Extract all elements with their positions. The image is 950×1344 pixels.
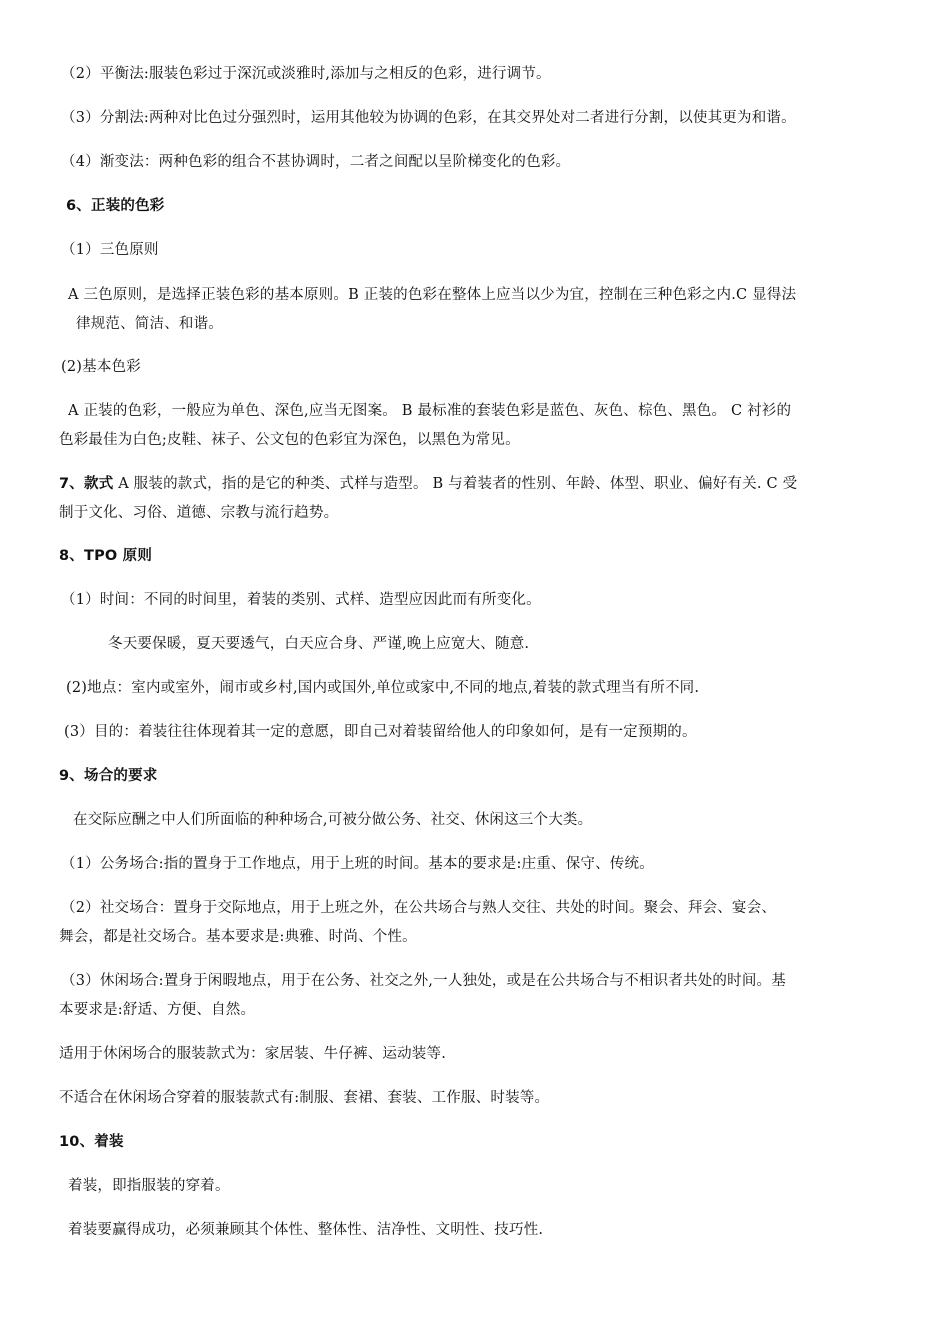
- para-leisure-suitable: 适用于休闲场合的服装款式为：家居装、牛仔裤、运动装等.: [59, 1046, 447, 1062]
- para-dressing-success: 着装要赢得成功，必须兼顾其个体性、整体性、洁净性、文明性、技巧性.: [68, 1222, 544, 1238]
- para-tpo-time-example: 冬天要保暖，夏天要透气，白天应合身、严谨,晚上应宽大、随意.: [108, 636, 530, 652]
- para-balance-method: （2）平衡法:服装色彩过于深沉或淡雅时,添加与之相反的色彩，进行调节。: [61, 66, 551, 82]
- heading-tpo-principle: 8、TPO 原则: [59, 548, 153, 564]
- para-leisure-occasion-line2: 本要求是:舒适、方便、自然。: [59, 1002, 256, 1018]
- para-business-occasion: （1）公务场合:指的置身于工作地点，用于上班的时间。基本的要求是:庄重、保守、传统。: [61, 856, 654, 872]
- heading-dressing: 10、着装: [59, 1134, 124, 1150]
- para-basic-colors-line1: A 正装的色彩，一般应为单色、深色,应当无图案。 B 最标准的套装色彩是蓝色、灰色、棕色、黑色。 C 衬衫的: [68, 403, 792, 419]
- para-three-color-rule-line1: A 三色原则，是选择正装色彩的基本原则。B 正装的色彩在整体上应当以少为宜，控制在三种色彩之内.C 显得法: [68, 287, 797, 303]
- para-split-method: （3）分割法:两种对比色过分强烈时，运用其他较为协调的色彩，在其交界处对二者进行分割，以使其更为和谐。: [61, 110, 796, 126]
- para-style-line1: [59, 474, 797, 494]
- para-dressing-definition: 着装，即指服装的穿着。: [68, 1178, 230, 1194]
- para-social-occasion-line2: 舞会，都是社交场合。基本要求是:典雅、时尚、个性。: [59, 929, 417, 945]
- para-three-color-rule-title: （1）三色原则: [61, 242, 159, 258]
- para-gradient-method: （4）渐变法：两种色彩的组合不甚协调时，二者之间配以呈阶梯变化的色彩。: [61, 154, 571, 170]
- para-tpo-time: （1）时间：不同的时间里，着装的类别、式样、造型应因此而有所变化。: [61, 592, 541, 608]
- para-three-color-rule-line2: 律规范、简洁、和谐。: [76, 316, 223, 332]
- para-basic-colors-title: (2)基本色彩: [61, 359, 141, 375]
- para-tpo-objective: (3）目的：着装往往体现着其一定的意愿，即自己对着装留给他人的印象如何，是有一定预期的。: [64, 724, 697, 740]
- para-leisure-unsuitable: 不适合在休闲场合穿着的服装款式有:制服、套裙、套装、工作服、时装等。: [59, 1090, 550, 1106]
- para-tpo-place: (2)地点：室内或室外，闹市或乡村,国内或国外,单位或家中,不同的地点,着装的款式理当有所不同.: [66, 680, 700, 696]
- para-occasion-intro: 在交际应酬之中人们所面临的种种场合,可被分做公务、社交、休闲这三个大类。: [73, 812, 593, 828]
- para-style-text: A 服装的款式，指的是它的种类、式样与造型。 B 与着装者的性别、年龄、体型、职业、偏好有关. C 受: [113, 476, 798, 492]
- para-style-line2: 制于文化、习俗、道德、宗教与流行趋势。: [59, 505, 339, 521]
- para-social-occasion-line1: （2）社交场合：置身于交际地点，用于上班之外，在公共场合与熟人交往、共处的时间。聚会、拜会、宴会、: [61, 900, 777, 916]
- heading-formal-colors: 6、正装的色彩: [66, 198, 165, 214]
- para-basic-colors-line2: 色彩最佳为白色;皮鞋、袜子、公文包的色彩宜为深色，以黑色为常见。: [59, 432, 520, 448]
- para-leisure-occasion-line1: （3）休闲场合:置身于闲暇地点，用于在公务、社交之外,一人独处，或是在公共场合与不相识者共处的时间。基: [61, 973, 786, 989]
- heading-occasion-requirements: 9、场合的要求: [59, 768, 158, 784]
- heading-style: 7、款式: [59, 476, 114, 492]
